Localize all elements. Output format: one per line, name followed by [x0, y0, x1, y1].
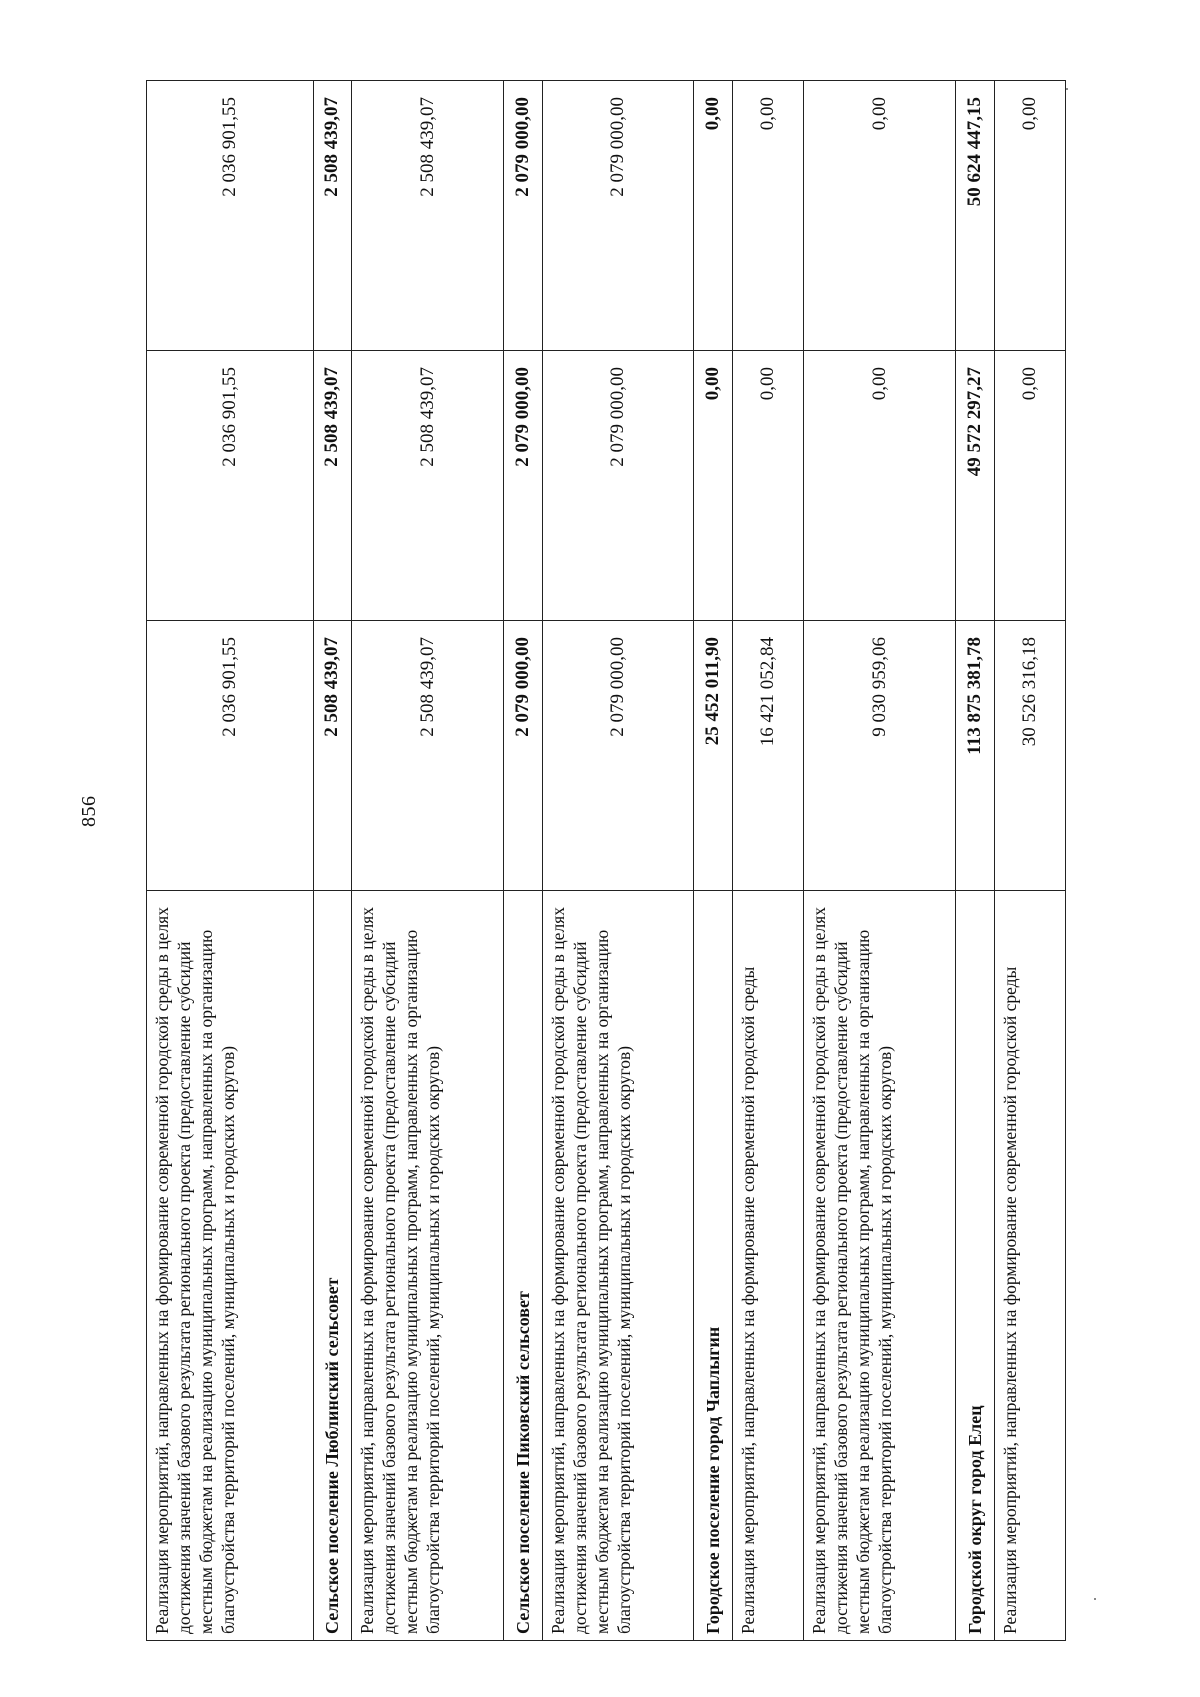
budget-table — [146, 80, 1066, 1641]
row-description: Реализация мероприятий, направленных на формирование современной городской среды в целях достижения значений базового результата регионального проекта (предоставление субсидий местным бюджетам на реализацию муниципальных программ, направленных на организацию благоустройства территорий поселений, муниципальных и городских округов) — [804, 891, 955, 1641]
row-value-1: 16 421 052,84 — [732, 621, 803, 891]
group-title: Сельское поселение Пиковский сельсовет — [503, 891, 542, 1641]
table-row — [147, 81, 314, 1641]
row-value-3: 2 079 000,00 — [542, 81, 693, 351]
group-value-1: 113 875 381,78 — [955, 621, 994, 891]
scan-speck — [1066, 88, 1068, 90]
group-title: Городской округ город Елец — [955, 891, 994, 1641]
page-number: 856 — [78, 795, 100, 827]
table-row — [994, 81, 1065, 1641]
row-description: Реализация мероприятий, направленных на формирование современной городской среды — [732, 891, 803, 1641]
row-value-2: 0,00 — [994, 351, 1065, 621]
row-description: Реализация мероприятий, направленных на формирование современной городской среды — [994, 891, 1065, 1641]
row-value-3: 0,00 — [804, 81, 955, 351]
group-row — [313, 81, 352, 1641]
row-value-1: 2 508 439,07 — [352, 621, 503, 891]
row-value-2: 2 508 439,07 — [352, 351, 503, 621]
group-value-2: 49 572 297,27 — [955, 351, 994, 621]
row-value-3: 2 508 439,07 — [352, 81, 503, 351]
group-row — [955, 81, 994, 1641]
group-row — [694, 81, 733, 1641]
group-value-2: 2 508 439,07 — [313, 351, 352, 621]
row-value-2: 2 079 000,00 — [542, 351, 693, 621]
row-value-1: 2 036 901,55 — [147, 621, 314, 891]
group-value-1: 2 079 000,00 — [503, 621, 542, 891]
group-value-1: 25 452 011,90 — [694, 621, 733, 891]
group-value-2: 0,00 — [694, 351, 733, 621]
row-description: Реализация мероприятий, направленных на формирование современной городской среды в целях достижения значений базового результата регионального проекта (предоставление субсидий местным бюджетам на реализацию муниципальных программ, направленных на организацию благоустройства территорий поселений, муниципальных и городских округов) — [352, 891, 503, 1641]
table-row — [804, 81, 955, 1641]
group-value-1: 2 508 439,07 — [313, 621, 352, 891]
row-description: Реализация мероприятий, направленных на формирование современной городской среды в целях достижения значений базового результата регионального проекта (предоставление субсидий местным бюджетам на реализацию муниципальных программ, направленных на организацию благоустройства территорий поселений, муниципальных и городских округов) — [147, 891, 314, 1641]
table-row — [542, 81, 693, 1641]
group-value-3: 50 624 447,15 — [955, 81, 994, 351]
row-value-3: 0,00 — [732, 81, 803, 351]
group-title: Городское поселение город Чаплыгин — [694, 891, 733, 1641]
scan-speck — [1094, 1598, 1096, 1600]
row-value-2: 0,00 — [804, 351, 955, 621]
row-description: Реализация мероприятий, направленных на формирование современной городской среды в целях достижения значений базового результата регионального проекта (предоставление субсидий местным бюджетам на реализацию муниципальных программ, направленных на организацию благоустройства территорий поселений, муниципальных и городских округов) — [542, 891, 693, 1641]
row-value-1: 30 526 316,18 — [994, 621, 1065, 891]
row-value-2: 2 036 901,55 — [147, 351, 314, 621]
group-title: Сельское поселение Люблинский сельсовет — [313, 891, 352, 1641]
group-value-3: 2 079 000,00 — [503, 81, 542, 351]
group-row — [503, 81, 542, 1641]
row-value-2: 0,00 — [732, 351, 803, 621]
row-value-3: 2 036 901,55 — [147, 81, 314, 351]
group-value-3: 0,00 — [694, 81, 733, 351]
group-value-2: 2 079 000,00 — [503, 351, 542, 621]
row-value-3: 0,00 — [994, 81, 1065, 351]
row-value-1: 9 030 959,06 — [804, 621, 955, 891]
table-row — [352, 81, 503, 1641]
row-value-1: 2 079 000,00 — [542, 621, 693, 891]
group-value-3: 2 508 439,07 — [313, 81, 352, 351]
table-row — [732, 81, 803, 1641]
